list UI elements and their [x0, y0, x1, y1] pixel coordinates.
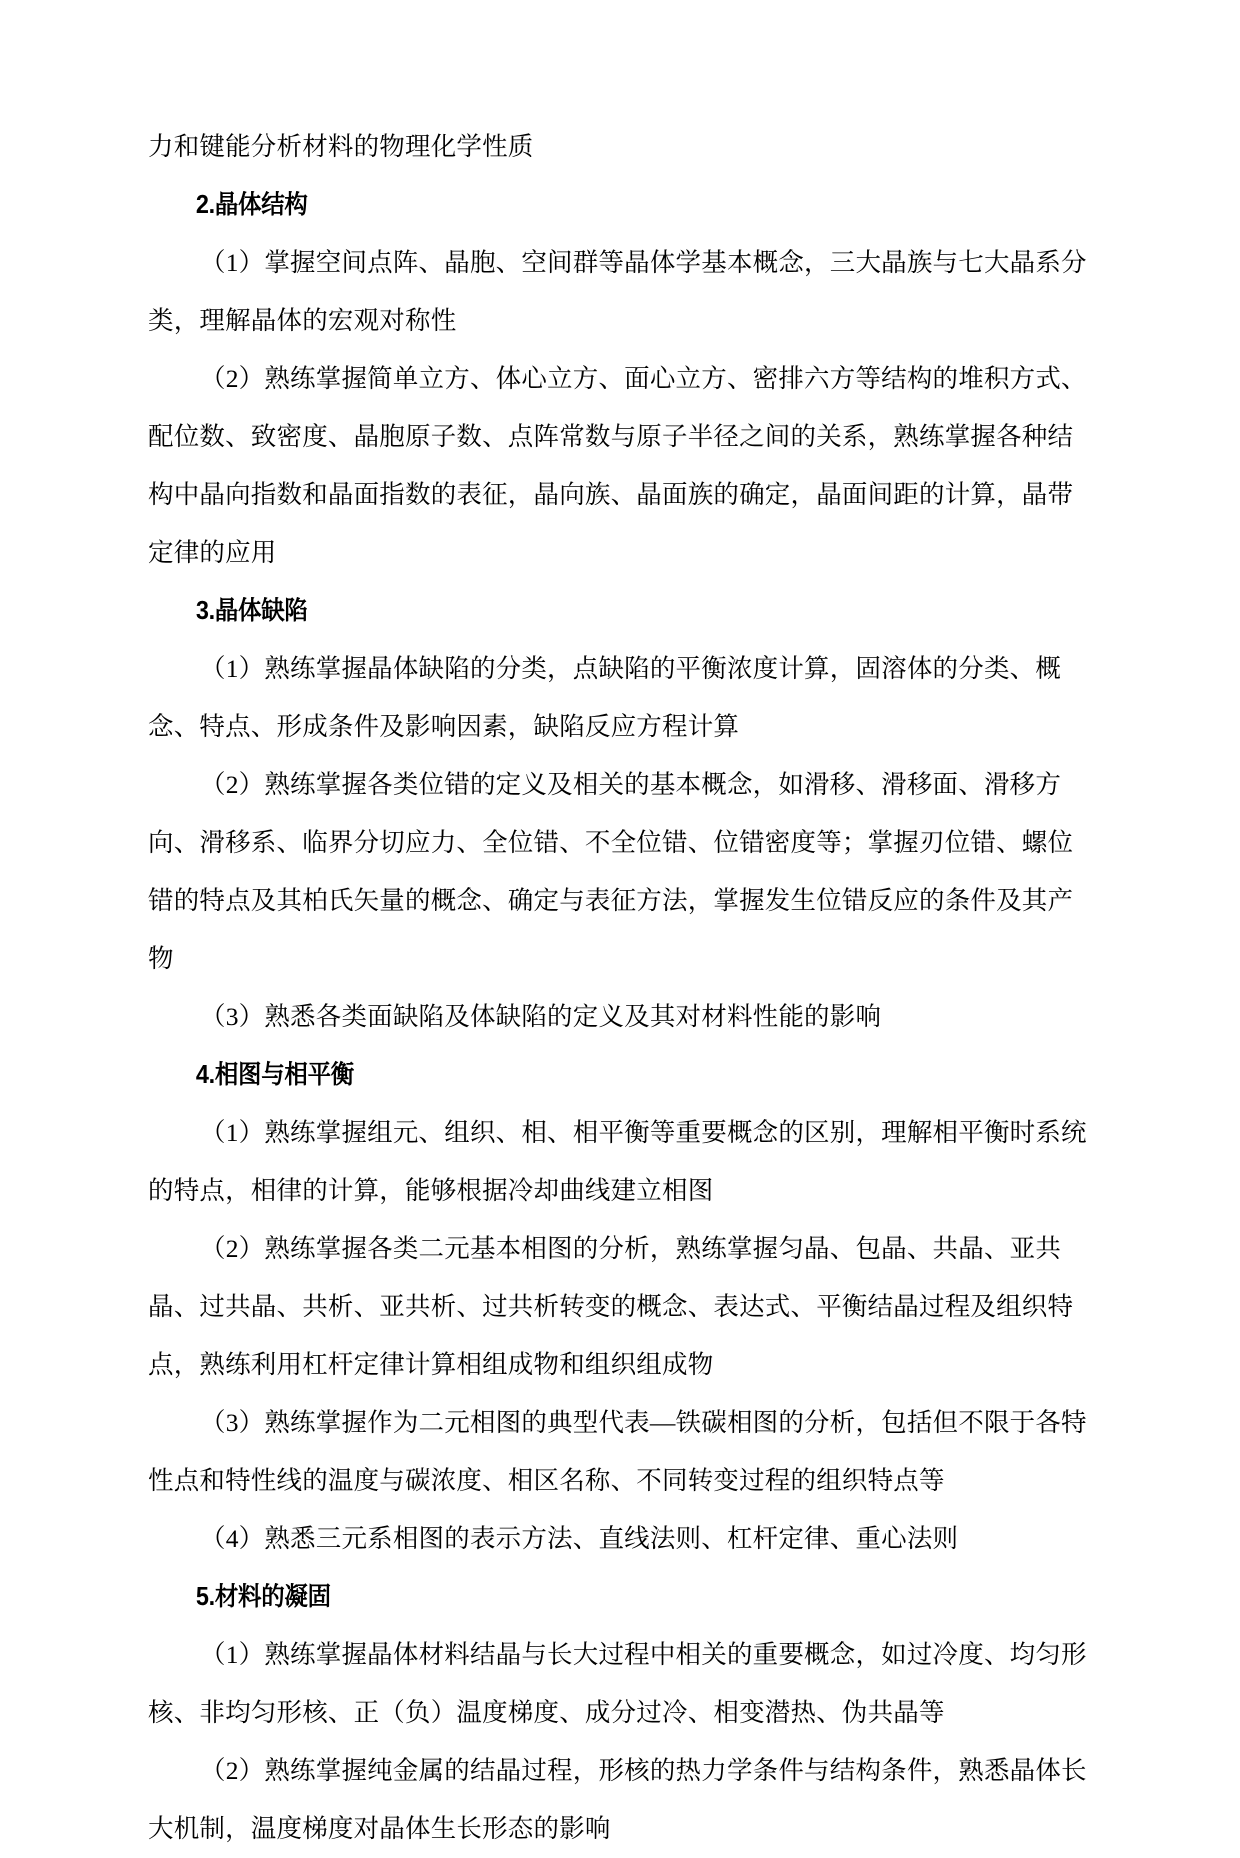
section-4-item-2-line-2: 晶、过共晶、共析、亚共析、过共析转变的概念、表达式、平衡结晶过程及组织特	[148, 1292, 1074, 1321]
section-3-item-2-line-1: （2）熟练掌握各类位错的定义及相关的基本概念，如滑移、滑移面、滑移方	[200, 770, 1062, 799]
section-3-item-2-line-3: 错的特点及其柏氏矢量的概念、确定与表征方法，掌握发生位错反应的条件及其产	[148, 886, 1074, 915]
section-4-item-2-line-1: （2）熟练掌握各类二元基本相图的分析，熟练掌握匀晶、包晶、共晶、亚共	[200, 1234, 1062, 1263]
section-4-item-3-line-2: 性点和特性线的温度与碳浓度、相区名称、不同转变过程的组织特点等	[148, 1466, 945, 1495]
section-5-item-2-line-1: （2）熟练掌握纯金属的结晶过程，形核的热力学条件与结构条件，熟悉晶体长	[200, 1756, 1087, 1785]
section-heading-2: 2.晶体结构	[195, 191, 308, 219]
section-4-item-1-line-2: 的特点，相律的计算，能够根据冷却曲线建立相图	[148, 1176, 714, 1205]
section-2-item-1-line-1: （1）掌握空间点阵、晶胞、空间群等晶体学基本概念，三大晶族与七大晶系分	[200, 248, 1087, 277]
section-2-item-2-line-4: 定律的应用	[148, 538, 277, 567]
document-body	[148, 118, 1087, 1858]
section-2-item-2-line-2: 配位数、致密度、晶胞原子数、点阵常数与原子半径之间的关系，熟练掌握各种结	[148, 422, 1074, 451]
section-3-item-1-line-2: 念、特点、形成条件及影响因素，缺陷反应方程计算	[148, 712, 740, 741]
section-4-item-3-line-1: （3）熟练掌握作为二元相图的典型代表—铁碳相图的分析，包括但不限于各特	[200, 1408, 1087, 1437]
section-3-item-2-line-2: 向、滑移系、临界分切应力、全位错、不全位错、位错密度等；掌握刃位错、螺位	[148, 828, 1074, 857]
section-heading-5: 5.材料的凝固	[195, 1583, 331, 1611]
section-2-item-2-line-1: （2）熟练掌握简单立方、体心立方、面心立方、密排六方等结构的堆积方式、	[200, 364, 1087, 393]
section-3-item-2-line-4: 物	[148, 944, 174, 973]
section-3-item-3-line-1: （3）熟悉各类面缺陷及体缺陷的定义及其对材料性能的影响	[200, 1002, 882, 1031]
section-4-item-2-line-3: 点，熟练利用杠杆定律计算相组成物和组织组成物	[148, 1350, 714, 1379]
section-heading-3: 3.晶体缺陷	[195, 597, 308, 625]
section-3-item-1-line-1: （1）熟练掌握晶体缺陷的分类，点缺陷的平衡浓度计算，固溶体的分类、概	[200, 654, 1062, 683]
section-heading-4: 4.相图与相平衡	[195, 1061, 354, 1089]
section-2-item-1-line-2: 类，理解晶体的宏观对称性	[148, 306, 457, 335]
section-5-item-1-line-2: 核、非均匀形核、正（负）温度梯度、成分过冷、相变潜热、伪共晶等	[148, 1698, 945, 1727]
section-5-item-1-line-1: （1）熟练掌握晶体材料结晶与长大过程中相关的重要概念，如过冷度、均匀形	[200, 1640, 1087, 1669]
section-4-item-1-line-1: （1）熟练掌握组元、组织、相、相平衡等重要概念的区别，理解相平衡时系统	[200, 1118, 1087, 1147]
section-4-item-4-line-1: （4）熟悉三元系相图的表示方法、直线法则、杠杆定律、重心法则	[200, 1524, 959, 1553]
section-5-item-2-line-2: 大机制，温度梯度对晶体生长形态的影响	[148, 1814, 611, 1843]
carryover-line: 力和键能分析材料的物理化学性质	[148, 132, 534, 161]
section-2-item-2-line-3: 构中晶向指数和晶面指数的表征，晶向族、晶面族的确定，晶面间距的计算，晶带	[148, 480, 1074, 509]
